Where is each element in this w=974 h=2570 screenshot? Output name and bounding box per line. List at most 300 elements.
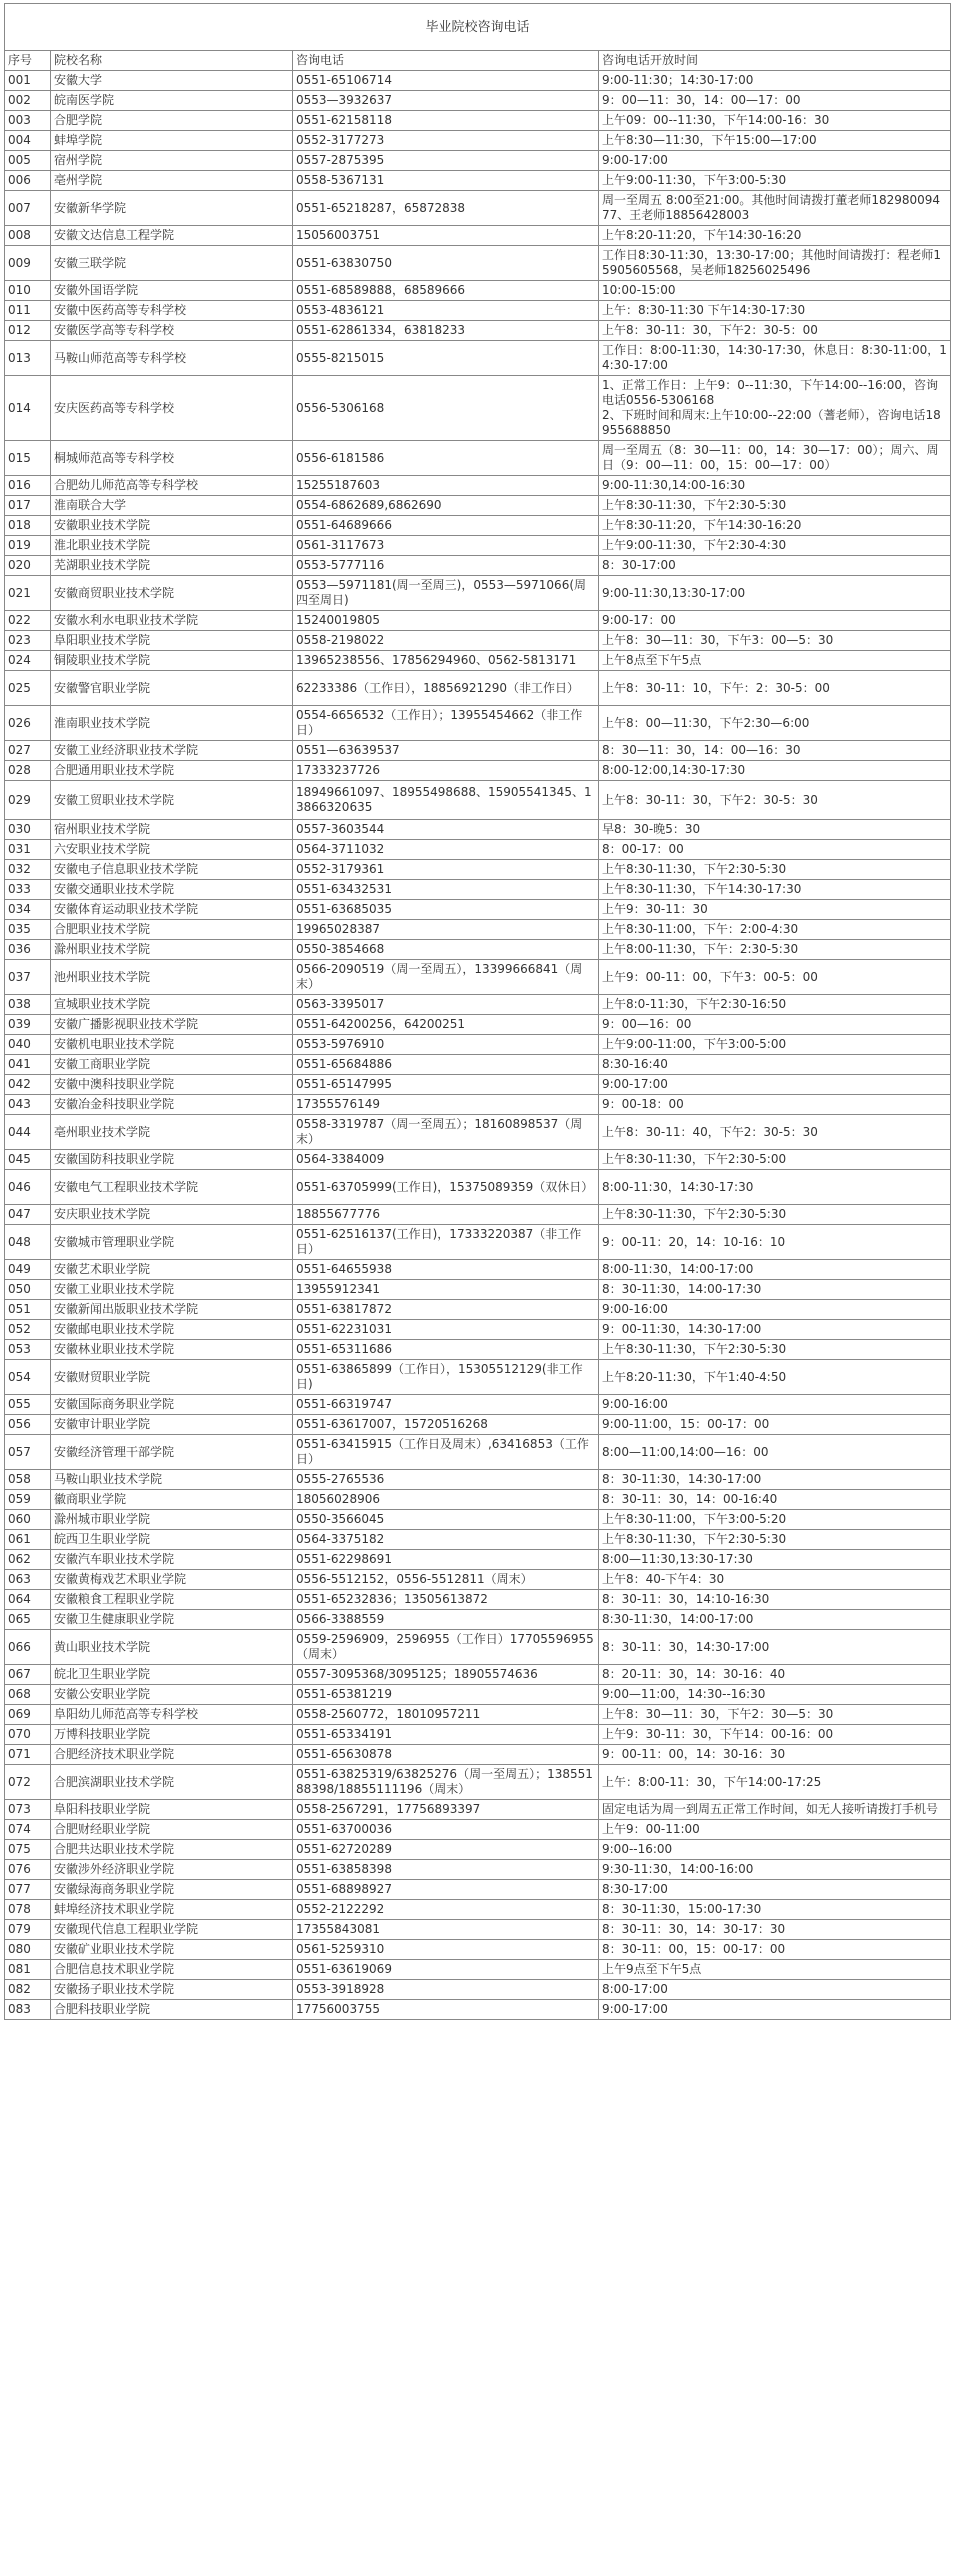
row-index: 048	[5, 1225, 51, 1260]
row-index: 051	[5, 1300, 51, 1320]
open-hours: 上午9点至下午5点	[599, 1960, 951, 1980]
school-name: 合肥通用职业技术学院	[51, 761, 293, 781]
table-row	[5, 2000, 951, 2020]
phone-number: 0551-65218287，65872838	[293, 191, 599, 226]
phone-number: 0551-62158118	[293, 111, 599, 131]
school-name: 安徽汽车职业技术学院	[51, 1550, 293, 1570]
school-name: 合肥幼儿师范高等专科学校	[51, 476, 293, 496]
open-hours: 8:00-11:30，14:30-17:30	[599, 1170, 951, 1205]
table-title: 毕业院校咨询电话	[5, 4, 951, 51]
phone-number: 18056028906	[293, 1490, 599, 1510]
row-index: 070	[5, 1725, 51, 1745]
phone-number: 0556-6181586	[293, 441, 599, 476]
row-index: 012	[5, 321, 51, 341]
table-row	[5, 1665, 951, 1685]
open-hours: 上午9：30-11：30	[599, 900, 951, 920]
phone-number: 0551-63700036	[293, 1820, 599, 1840]
open-hours: 9：00-11：00，14：30-16：30	[599, 1745, 951, 1765]
row-index: 067	[5, 1665, 51, 1685]
school-name: 徽商职业学院	[51, 1490, 293, 1510]
row-index: 007	[5, 191, 51, 226]
row-index: 003	[5, 111, 51, 131]
open-hours: 周一至周五 8:00至21:00。其他时间请拨打董老师18298009477、王老师18856428003	[599, 191, 951, 226]
school-name: 六安职业技术学院	[51, 840, 293, 860]
table-row	[5, 131, 951, 151]
header-hours: 咨询电话开放时间	[599, 51, 951, 71]
school-name: 蚌埠经济技术职业学院	[51, 1900, 293, 1920]
phone-number: 0553-4836121	[293, 301, 599, 321]
school-name: 滁州职业技术学院	[51, 940, 293, 960]
school-name: 安徽工业经济职业技术学院	[51, 741, 293, 761]
table-row	[5, 920, 951, 940]
phone-number: 0564-3375182	[293, 1530, 599, 1550]
open-hours: 8：30-11：30，14:30-17:00	[599, 1630, 951, 1665]
open-hours: 9：00—16：00	[599, 1015, 951, 1035]
row-index: 080	[5, 1940, 51, 1960]
open-hours: 工作日8:30-11:30，13:30-17:00；其他时间请拨打：程老师15905605568，吴老师18256025496	[599, 246, 951, 281]
table-row	[5, 1610, 951, 1630]
school-name: 芜湖职业技术学院	[51, 556, 293, 576]
table-row	[5, 651, 951, 671]
table-row	[5, 1840, 951, 1860]
open-hours: 上午8：30-11：40，下午2：30-5：30	[599, 1115, 951, 1150]
table-row	[5, 741, 951, 761]
open-hours: 8:00—11:00,14:00—16：00	[599, 1435, 951, 1470]
school-name: 安徽新闻出版职业技术学院	[51, 1300, 293, 1320]
phone-number: 15255187603	[293, 476, 599, 496]
row-index: 022	[5, 611, 51, 631]
row-index: 058	[5, 1470, 51, 1490]
school-name: 安徽工贸职业技术学院	[51, 781, 293, 820]
school-name: 马鞍山职业技术学院	[51, 1470, 293, 1490]
row-index: 057	[5, 1435, 51, 1470]
table-row	[5, 1800, 951, 1820]
school-name: 蚌埠学院	[51, 131, 293, 151]
school-name: 安徽电子信息职业技术学院	[51, 860, 293, 880]
open-hours: 上午8:20-11:20，下午14:30-16:20	[599, 226, 951, 246]
school-name: 淮南职业技术学院	[51, 706, 293, 741]
table-row	[5, 1765, 951, 1800]
table-row	[5, 1510, 951, 1530]
row-index: 026	[5, 706, 51, 741]
table-row	[5, 1280, 951, 1300]
table-row	[5, 1015, 951, 1035]
row-index: 024	[5, 651, 51, 671]
open-hours: 8:30-16:40	[599, 1055, 951, 1075]
open-hours: 上午8:30—11:30，下午15:00—17:00	[599, 131, 951, 151]
header-row	[5, 51, 951, 71]
table-row	[5, 246, 951, 281]
row-index: 083	[5, 2000, 51, 2020]
phone-number: 0566-3388559	[293, 1610, 599, 1630]
phone-number: 0553-3918928	[293, 1980, 599, 2000]
row-index: 040	[5, 1035, 51, 1055]
open-hours: 上午：8:30-11:30 下午14:30-17:30	[599, 301, 951, 321]
table-row	[5, 1570, 951, 1590]
open-hours: 9:00-11:00，15：00-17：00	[599, 1415, 951, 1435]
school-name: 安徽新华学院	[51, 191, 293, 226]
phone-number: 0551-65311686	[293, 1340, 599, 1360]
school-name: 安徽电气工程职业技术学院	[51, 1170, 293, 1205]
phone-number: 0559-2596909，2596955（工作日）17705596955（周末）	[293, 1630, 599, 1665]
school-name: 安徽冶金科技职业学院	[51, 1095, 293, 1115]
phone-number: 0555-8215015	[293, 341, 599, 376]
table-row	[5, 1170, 951, 1205]
phone-number: 18855677776	[293, 1205, 599, 1225]
school-name: 淮北职业技术学院	[51, 536, 293, 556]
open-hours: 8：30-11：30，14:10-16:30	[599, 1590, 951, 1610]
phone-number: 0551-62231031	[293, 1320, 599, 1340]
row-index: 038	[5, 995, 51, 1015]
row-index: 008	[5, 226, 51, 246]
table-row	[5, 191, 951, 226]
row-index: 001	[5, 71, 51, 91]
phone-number: 0551-63865899（工作日），15305512129(非工作日)	[293, 1360, 599, 1395]
school-name: 安徽机电职业技术学院	[51, 1035, 293, 1055]
school-name: 安徽涉外经济职业学院	[51, 1860, 293, 1880]
school-name: 安徽商贸职业技术学院	[51, 576, 293, 611]
phone-number: 0564-3384009	[293, 1150, 599, 1170]
school-name: 安徽现代信息工程职业学院	[51, 1920, 293, 1940]
row-index: 046	[5, 1170, 51, 1205]
phone-number: 0553-5976910	[293, 1035, 599, 1055]
phone-number: 17355843081	[293, 1920, 599, 1940]
open-hours: 8：00-17：00	[599, 840, 951, 860]
phone-number: 0563-3395017	[293, 995, 599, 1015]
school-name: 黄山职业技术学院	[51, 1630, 293, 1665]
row-index: 020	[5, 556, 51, 576]
open-hours: 9:00-17:00	[599, 2000, 951, 2020]
header-school-name: 院校名称	[51, 51, 293, 71]
open-hours: 8：30-11:30，14:00-17:30	[599, 1280, 951, 1300]
row-index: 021	[5, 576, 51, 611]
school-name: 合肥滨湖职业技术学院	[51, 1765, 293, 1800]
school-name: 安徽城市管理职业学院	[51, 1225, 293, 1260]
phone-number: 0551-63619069	[293, 1960, 599, 1980]
phone-number: 0561-5259310	[293, 1940, 599, 1960]
school-name: 安徽扬子职业技术学院	[51, 1980, 293, 2000]
open-hours: 9:00--16:00	[599, 1840, 951, 1860]
row-index: 049	[5, 1260, 51, 1280]
row-index: 068	[5, 1685, 51, 1705]
table-row	[5, 1490, 951, 1510]
school-name: 安庆医药高等专科学校	[51, 376, 293, 441]
table-row	[5, 1300, 951, 1320]
row-index: 064	[5, 1590, 51, 1610]
table-row	[5, 940, 951, 960]
table-row	[5, 781, 951, 820]
phone-number: 0551-63830750	[293, 246, 599, 281]
phone-number: 0552-2122292	[293, 1900, 599, 1920]
row-index: 016	[5, 476, 51, 496]
open-hours: 上午8:00-11:30，下午：2:30-5:30	[599, 940, 951, 960]
table-row	[5, 1550, 951, 1570]
row-index: 035	[5, 920, 51, 940]
school-name: 安徽中澳科技职业学院	[51, 1075, 293, 1095]
row-index: 078	[5, 1900, 51, 1920]
row-index: 027	[5, 741, 51, 761]
row-index: 056	[5, 1415, 51, 1435]
table-row	[5, 1530, 951, 1550]
phone-number: 0551-62720289	[293, 1840, 599, 1860]
open-hours: 9:30-11:30，14:00-16:00	[599, 1860, 951, 1880]
table-row	[5, 1590, 951, 1610]
phone-number: 0551-65232836；13505613872	[293, 1590, 599, 1610]
school-name: 安徽工商职业学院	[51, 1055, 293, 1075]
row-index: 077	[5, 1880, 51, 1900]
phone-number: 0551—63639537	[293, 741, 599, 761]
phone-number: 0551-63617007，15720516268	[293, 1415, 599, 1435]
school-name: 安徽工业职业技术学院	[51, 1280, 293, 1300]
open-hours: 上午9：00-11:00	[599, 1820, 951, 1840]
school-name: 安徽交通职业技术学院	[51, 880, 293, 900]
school-name: 池州职业技术学院	[51, 960, 293, 995]
row-index: 031	[5, 840, 51, 860]
open-hours: 上午09：00--11:30，下午14:00-16：30	[599, 111, 951, 131]
table-row	[5, 376, 951, 441]
phone-number: 0553—5971181(周一至周三)，0553—5971066(周四至周日)	[293, 576, 599, 611]
table-row	[5, 1055, 951, 1075]
phone-number: 0566-2090519（周一至周五），13399666841（周末）	[293, 960, 599, 995]
row-index: 073	[5, 1800, 51, 1820]
open-hours: 上午8:30-11:30，下午2:30-5:30	[599, 1530, 951, 1550]
open-hours: 8：30-11：00，15：00-17：00	[599, 1940, 951, 1960]
table-row	[5, 576, 951, 611]
phone-number: 17756003755	[293, 2000, 599, 2020]
open-hours: 9:00—11:00，14:30--16:30	[599, 1685, 951, 1705]
row-index: 069	[5, 1705, 51, 1725]
open-hours: 9:00-17:00	[599, 151, 951, 171]
table-row	[5, 1320, 951, 1340]
open-hours: 上午8:30-11:30，下午2:30-5:30	[599, 1340, 951, 1360]
row-index: 079	[5, 1920, 51, 1940]
table-row	[5, 1150, 951, 1170]
school-name: 宿州学院	[51, 151, 293, 171]
open-hours: 9：00-11：20，14：10-16：10	[599, 1225, 951, 1260]
open-hours: 8:00-11:30，14:00-17:00	[599, 1260, 951, 1280]
table-row	[5, 341, 951, 376]
school-name: 安徽经济管理干部学院	[51, 1435, 293, 1470]
open-hours: 8：30-11:30，15:00-17:30	[599, 1900, 951, 1920]
table-row	[5, 1075, 951, 1095]
school-name: 淮南联合大学	[51, 496, 293, 516]
phone-number: 0561-3117673	[293, 536, 599, 556]
school-name: 合肥职业技术学院	[51, 920, 293, 940]
phone-number: 0551-65684886	[293, 1055, 599, 1075]
school-name: 桐城师范高等专科学校	[51, 441, 293, 476]
row-index: 063	[5, 1570, 51, 1590]
phone-number: 0564-3711032	[293, 840, 599, 860]
row-index: 044	[5, 1115, 51, 1150]
phone-number: 0551-63817872	[293, 1300, 599, 1320]
school-name: 铜陵职业技术学院	[51, 651, 293, 671]
school-name: 合肥共达职业技术学院	[51, 1840, 293, 1860]
open-hours: 上午8：30—11：30，下午2：30—5：30	[599, 1705, 951, 1725]
table-row	[5, 1435, 951, 1470]
open-hours: 上午8：30-11：10，下午：2：30-5：00	[599, 671, 951, 706]
school-name: 滁州城市职业学院	[51, 1510, 293, 1530]
open-hours: 上午9:00-11:00，下午3:00-5:00	[599, 1035, 951, 1055]
table-row	[5, 631, 951, 651]
table-row	[5, 1940, 951, 1960]
table-row	[5, 556, 951, 576]
phone-number: 15056003751	[293, 226, 599, 246]
phone-number: 0551-63432531	[293, 880, 599, 900]
phone-number: 62233386（工作日），18856921290（非工作日）	[293, 671, 599, 706]
row-index: 071	[5, 1745, 51, 1765]
table-row	[5, 1880, 951, 1900]
row-index: 076	[5, 1860, 51, 1880]
table-row	[5, 840, 951, 860]
phone-number: 0551-66319747	[293, 1395, 599, 1415]
school-name: 安徽公安职业学院	[51, 1685, 293, 1705]
school-name: 安徽卫生健康职业学院	[51, 1610, 293, 1630]
phone-number: 0557-3603544	[293, 820, 599, 840]
open-hours: 上午8:30-11:30，下午2:30-5:30	[599, 496, 951, 516]
open-hours: 上午8：40-下午4：30	[599, 1570, 951, 1590]
table-row	[5, 1340, 951, 1360]
row-index: 018	[5, 516, 51, 536]
row-index: 052	[5, 1320, 51, 1340]
table-row	[5, 321, 951, 341]
phone-number: 0551-64655938	[293, 1260, 599, 1280]
row-index: 045	[5, 1150, 51, 1170]
table-row	[5, 281, 951, 301]
row-index: 010	[5, 281, 51, 301]
row-index: 054	[5, 1360, 51, 1395]
table-row	[5, 71, 951, 91]
row-index: 059	[5, 1490, 51, 1510]
school-name: 安徽外国语学院	[51, 281, 293, 301]
phone-number: 0555-2765536	[293, 1470, 599, 1490]
row-index: 015	[5, 441, 51, 476]
open-hours: 上午8:30-11:00，下午3:00-5:20	[599, 1510, 951, 1530]
table-row	[5, 995, 951, 1015]
row-index: 041	[5, 1055, 51, 1075]
school-name: 安徽黄梅戏艺术职业学院	[51, 1570, 293, 1590]
school-name: 安徽体育运动职业技术学院	[51, 900, 293, 920]
open-hours: 8:30-11:30，14:00-17:00	[599, 1610, 951, 1630]
phone-number: 0551-62861334，63818233	[293, 321, 599, 341]
row-index: 072	[5, 1765, 51, 1800]
school-name: 安徽医学高等专科学校	[51, 321, 293, 341]
table-row	[5, 441, 951, 476]
table-row	[5, 1260, 951, 1280]
row-index: 017	[5, 496, 51, 516]
phone-number: 0551-68898927	[293, 1880, 599, 1900]
table-row	[5, 1725, 951, 1745]
table-row	[5, 1360, 951, 1395]
school-name: 安徽水利水电职业技术学院	[51, 611, 293, 631]
table-row	[5, 960, 951, 995]
row-index: 066	[5, 1630, 51, 1665]
row-index: 013	[5, 341, 51, 376]
school-name: 安徽国防科技职业学院	[51, 1150, 293, 1170]
open-hours: 8：30—11：30，14：00—16：30	[599, 741, 951, 761]
row-index: 050	[5, 1280, 51, 1300]
school-name: 阜阳职业技术学院	[51, 631, 293, 651]
school-name: 皖西卫生职业学院	[51, 1530, 293, 1550]
row-index: 033	[5, 880, 51, 900]
school-name: 亳州学院	[51, 171, 293, 191]
row-index: 075	[5, 1840, 51, 1860]
row-index: 043	[5, 1095, 51, 1115]
school-name: 安徽职业技术学院	[51, 516, 293, 536]
row-index: 032	[5, 860, 51, 880]
school-name: 安徽文达信息工程学院	[51, 226, 293, 246]
row-index: 053	[5, 1340, 51, 1360]
open-hours: 上午8：30-11：30，下午2：30-5：00	[599, 321, 951, 341]
phone-number: 0551-65147995	[293, 1075, 599, 1095]
row-index: 029	[5, 781, 51, 820]
phone-number: 0558-5367131	[293, 171, 599, 191]
phone-number: 0551-62516137(工作日)，17333220387（非工作日）	[293, 1225, 599, 1260]
open-hours: 上午8:30-11:30，下午14:30-17:30	[599, 880, 951, 900]
table-row	[5, 611, 951, 631]
school-name: 合肥财经职业学院	[51, 1820, 293, 1840]
school-name: 安徽国际商务职业学院	[51, 1395, 293, 1415]
open-hours: 上午8:30-11:30，下午2:30-5:30	[599, 1205, 951, 1225]
phone-number: 0550-3854668	[293, 940, 599, 960]
table-row	[5, 1225, 951, 1260]
open-hours: 上午8:30-11:30，下午2:30-5:00	[599, 1150, 951, 1170]
row-index: 074	[5, 1820, 51, 1840]
school-name: 安徽邮电职业技术学院	[51, 1320, 293, 1340]
open-hours: 上午8:20-11:30，下午1:40-4:50	[599, 1360, 951, 1395]
row-index: 047	[5, 1205, 51, 1225]
header-phone: 咨询电话	[293, 51, 599, 71]
school-name: 万博科技职业学院	[51, 1725, 293, 1745]
phone-number: 15240019805	[293, 611, 599, 631]
school-name: 安庆职业技术学院	[51, 1205, 293, 1225]
open-hours: 上午8:0-11:30，下午2:30-16:50	[599, 995, 951, 1015]
open-hours: 8:00—11:30,13:30-17:30	[599, 1550, 951, 1570]
open-hours: 工作日：8:00-11:30，14:30-17:30，休息日：8:30-11:00，14:30-17:00	[599, 341, 951, 376]
open-hours: 8：30-11：30，14：30-17：30	[599, 1920, 951, 1940]
row-index: 039	[5, 1015, 51, 1035]
table-row	[5, 1920, 951, 1940]
open-hours: 上午8:30-11:30，下午2:30-5:30	[599, 860, 951, 880]
phone-number: 0551-64689666	[293, 516, 599, 536]
title-row	[5, 4, 951, 51]
row-index: 060	[5, 1510, 51, 1530]
row-index: 034	[5, 900, 51, 920]
open-hours: 9：00-18：00	[599, 1095, 951, 1115]
phone-number: 0556-5306168	[293, 376, 599, 441]
table-row	[5, 1035, 951, 1055]
open-hours: 8：30-17:00	[599, 556, 951, 576]
phone-number: 0552-3179361	[293, 860, 599, 880]
open-hours: 8：20-11：30，14：30-16：40	[599, 1665, 951, 1685]
phone-number: 0557-2875395	[293, 151, 599, 171]
school-name: 宣城职业技术学院	[51, 995, 293, 1015]
table-row	[5, 706, 951, 741]
row-index: 005	[5, 151, 51, 171]
open-hours: 9：00-11:30，14:30-17:00	[599, 1320, 951, 1340]
open-hours: 上午9：30-11：30，下午14：00-16：00	[599, 1725, 951, 1745]
phone-number: 0553—3932637	[293, 91, 599, 111]
open-hours: 9：00—11：30，14：00—17：00	[599, 91, 951, 111]
phone-number: 0551-68589888，68589666	[293, 281, 599, 301]
table-row	[5, 496, 951, 516]
open-hours: 上午8:30-11:00，下午：2:00-4:30	[599, 920, 951, 940]
row-index: 081	[5, 1960, 51, 1980]
school-name: 安徽大学	[51, 71, 293, 91]
phone-number: 13965238556、17856294960、0562-5813171	[293, 651, 599, 671]
school-name: 安徽粮食工程职业学院	[51, 1590, 293, 1610]
phone-number: 0551-63858398	[293, 1860, 599, 1880]
open-hours: 8：30-11:30，14:30-17:00	[599, 1470, 951, 1490]
